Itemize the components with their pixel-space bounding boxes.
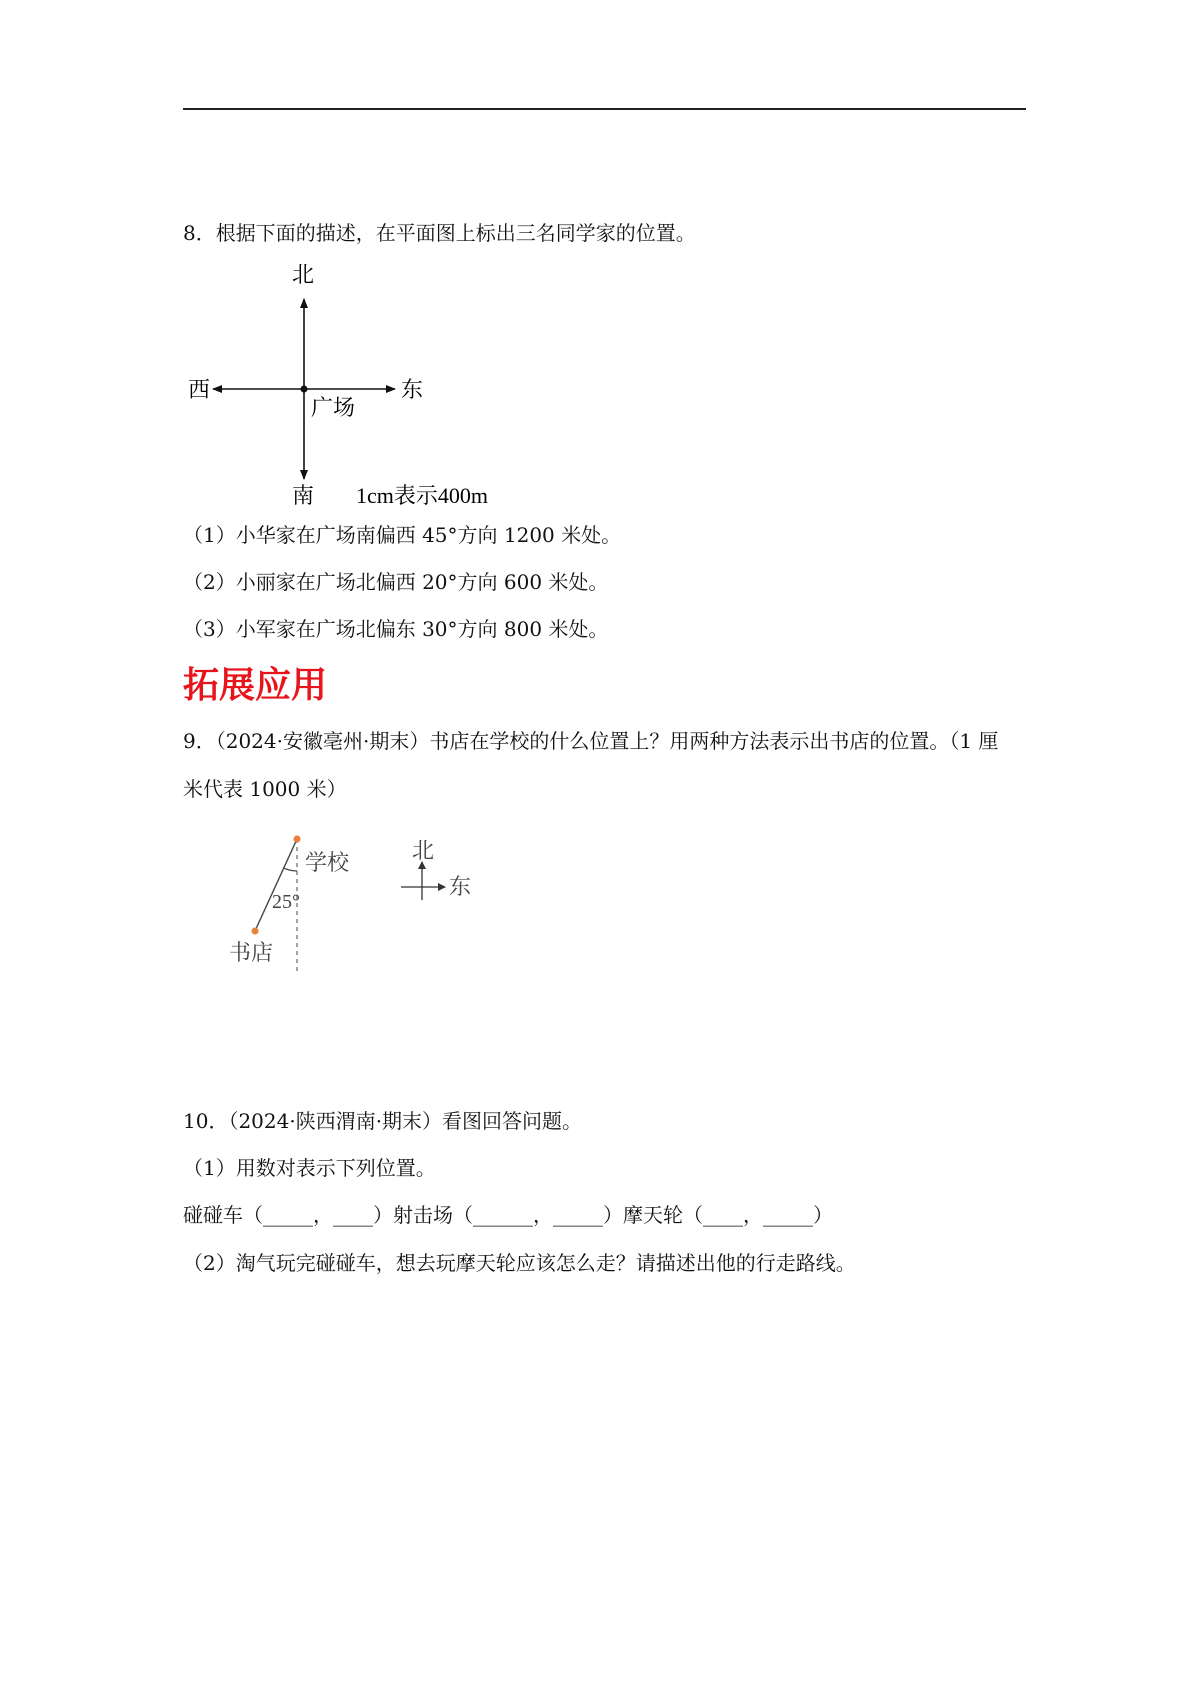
west-label: 西: [188, 378, 211, 403]
q9-line-2: 米代表 1000 米）: [183, 777, 347, 801]
q8-item-1: （1）小华家在广场南偏西 45°方向 1200 米处。: [183, 523, 622, 547]
north-label: 北: [292, 263, 315, 288]
angle-label: 25°: [272, 891, 300, 913]
school-point: [294, 836, 301, 843]
south-label: 南: [292, 484, 315, 509]
school-label: 学校: [305, 851, 350, 876]
angle-arc: [284, 868, 297, 871]
plaza-label: 广场: [311, 396, 356, 421]
q8-title: 8．根据下面的描述，在平面图上标出三名同学家的位置。: [183, 221, 696, 245]
q9-line-1: 9．（2024·安徽亳州·期末）书店在学校的什么位置上？用两种方法表示出书店的位置。（1 厘: [183, 729, 999, 753]
bookstore-point: [252, 928, 259, 935]
mini-compass-north-label: 北: [412, 839, 435, 864]
bookstore-label: 书店: [229, 941, 274, 966]
q8-compass-diagram: [185, 255, 505, 515]
q10-sub-2: （2）淘气玩完碰碰车，想去玩摩天轮应该怎么走？请描述出他的行走路线。: [183, 1251, 856, 1275]
q9-figure: [225, 825, 485, 985]
q10-sub-1: （1）用数对表示下列位置。: [183, 1156, 436, 1180]
header-rule: [183, 108, 1026, 110]
scale-label: 1cm表示400m: [356, 483, 488, 508]
q10-blanks: 碰碰车（_____，____）射击场（______，_____）摩天轮（____，_____）: [183, 1203, 833, 1227]
q8-item-3: （3）小军家在广场北偏东 30°方向 800 米处。: [183, 617, 609, 641]
school-bookstore-line: [255, 839, 297, 931]
section-title: 拓展应用: [183, 665, 328, 706]
q10-title: 10．（2024·陕西渭南·期末）看图回答问题。: [183, 1109, 583, 1133]
east-label: 东: [401, 378, 424, 403]
q8-item-2: （2）小丽家在广场北偏西 20°方向 600 米处。: [183, 570, 609, 594]
mini-compass-east-label: 东: [449, 875, 472, 900]
plaza-point: [301, 386, 308, 393]
